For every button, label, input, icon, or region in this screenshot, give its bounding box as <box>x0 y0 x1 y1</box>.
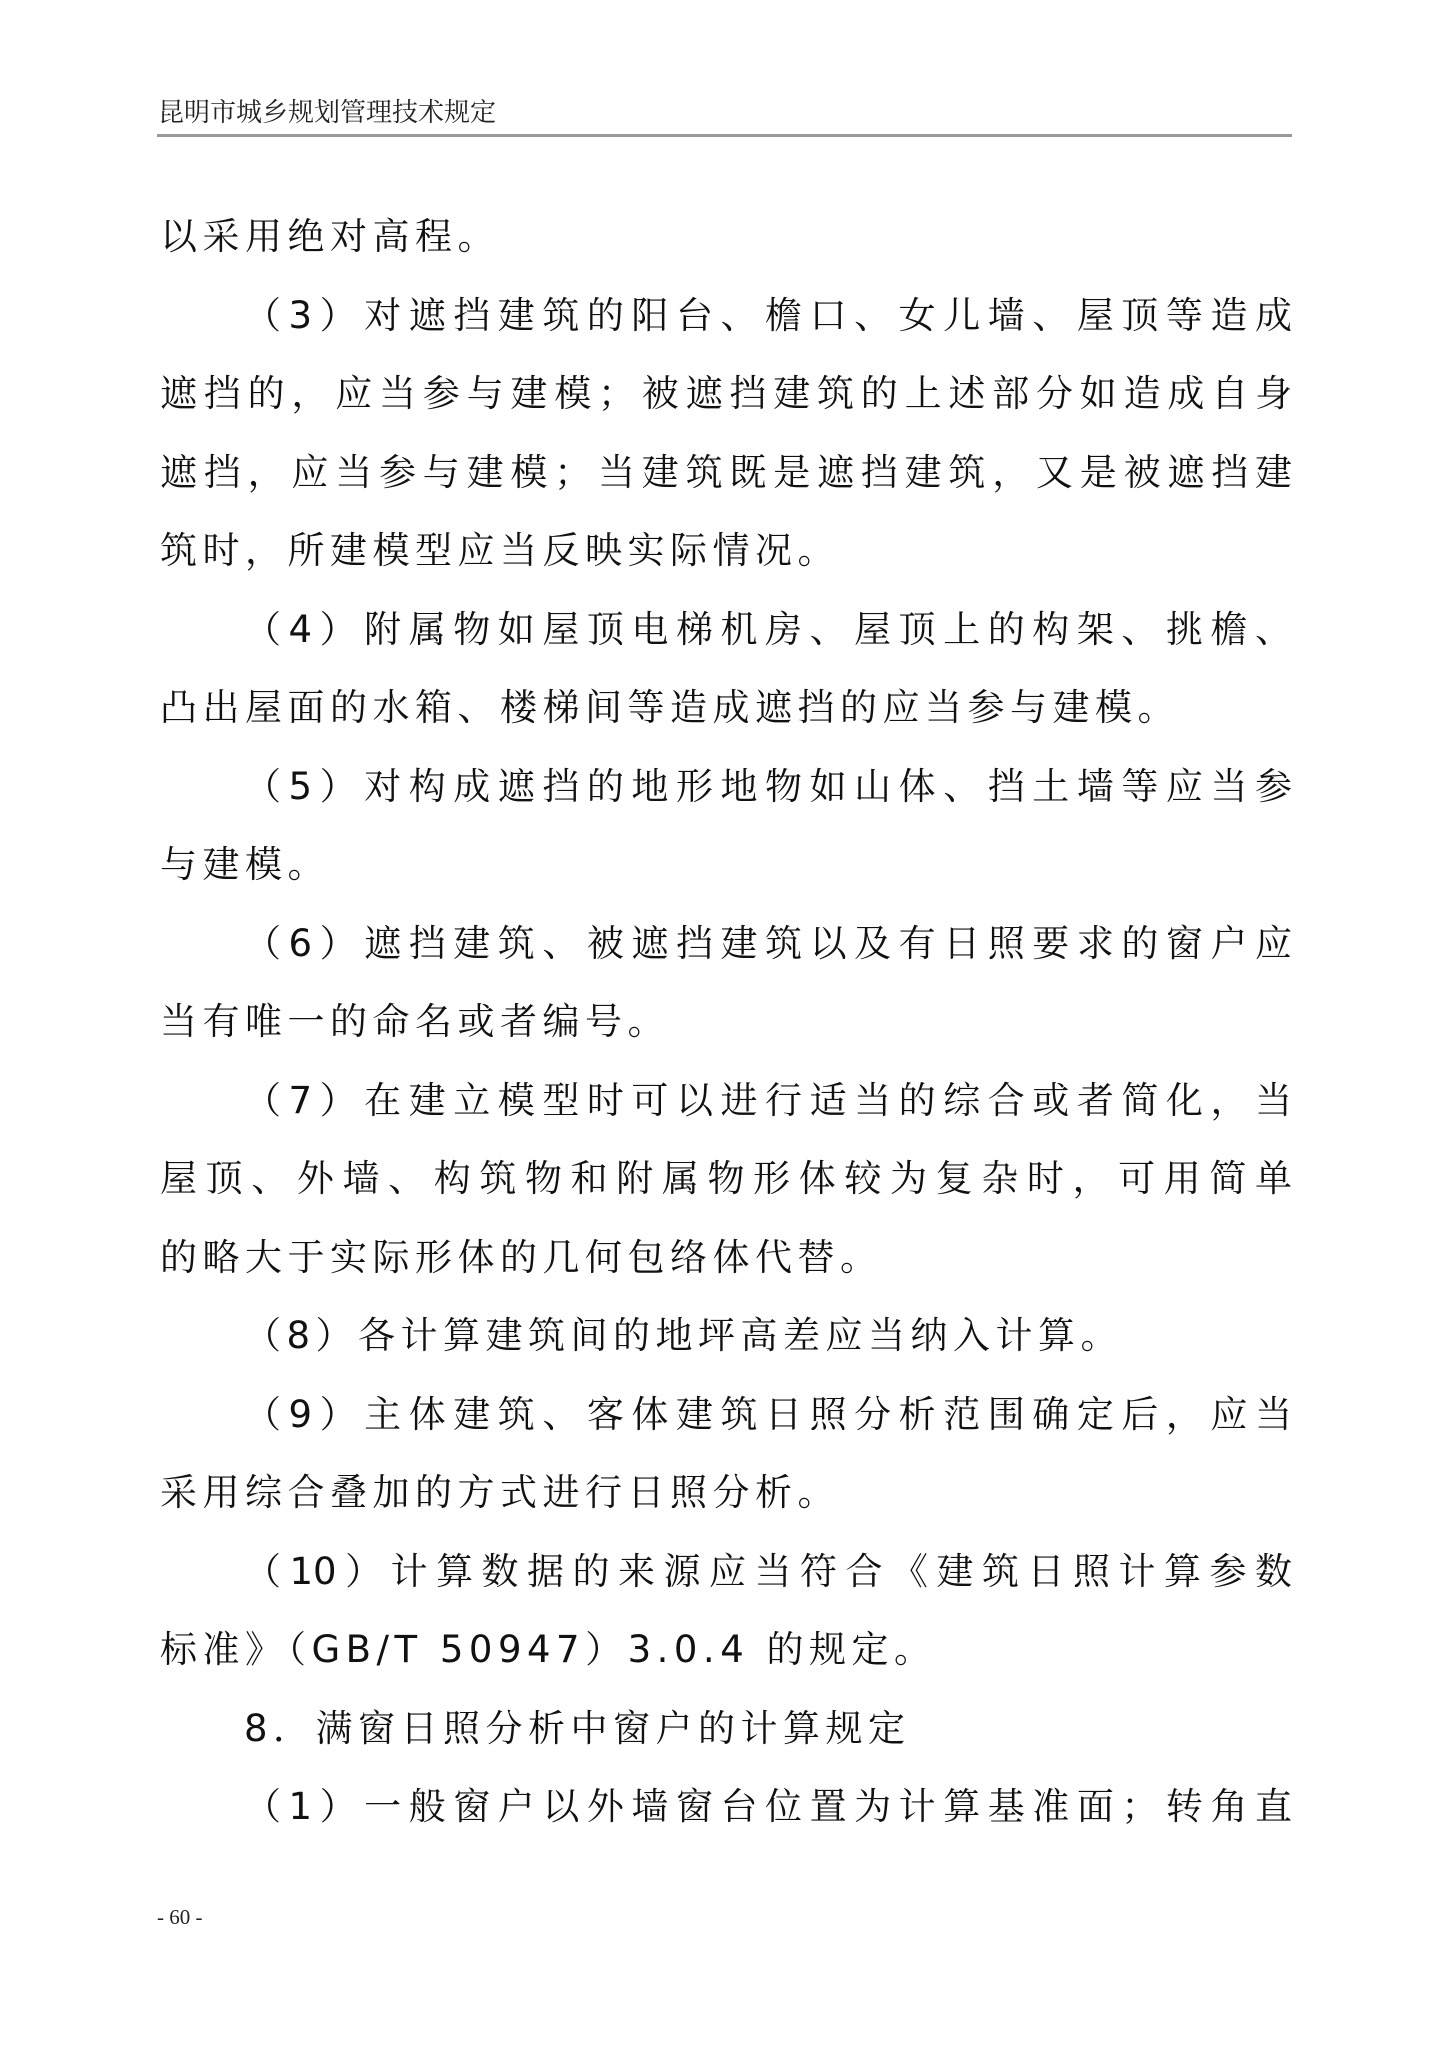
section-heading: 8．满窗日照分析中窗户的计算规定 <box>244 1706 911 1750</box>
paragraph-line: （1）一般窗户以外墙窗台位置为计算基准面；转角直 <box>244 1785 1292 1828</box>
paragraph-line: （10）计算数据的来源应当符合《建筑日照计算参数 <box>244 1549 1292 1593</box>
paragraph-line: 筑时，所建模型应当反映实际情况。 <box>160 529 840 572</box>
paragraph-line: 屋顶、外墙、构筑物和附属物形体较为复杂时，可用简单 <box>160 1157 1292 1200</box>
paragraph-line: （9）主体建筑、客体建筑日照分析范围确定后，应当 <box>244 1392 1292 1436</box>
page-number: - 60 - <box>157 1905 203 1929</box>
paragraph-line: 遮挡的，应当参与建模；被遮挡建筑的上述部分如造成自身 <box>160 372 1292 415</box>
document-body <box>160 198 1292 1847</box>
paragraph-line: （8）各计算建筑间的地坪高差应当纳入计算。 <box>244 1314 1124 1357</box>
paragraph-line: 当有唯一的命名或者编号。 <box>160 1000 670 1043</box>
paragraph-line: （7）在建立模型时可以进行适当的综合或者简化，当 <box>244 1078 1292 1122</box>
paragraph-line: 遮挡，应当参与建模；当建筑既是遮挡建筑，又是被遮挡建 <box>160 450 1292 494</box>
paragraph-line: （6）遮挡建筑、被遮挡建筑以及有日照要求的窗户应 <box>244 921 1292 965</box>
paragraph-line: 与建模。 <box>160 843 330 886</box>
paragraph-line: 的略大于实际形体的几何包络体代替。 <box>160 1235 883 1279</box>
paragraph-line: （5）对构成遮挡的地形地物如山体、挡土墙等应当参 <box>244 764 1292 808</box>
paragraph-line: 以采用绝对高程。 <box>160 215 500 258</box>
paragraph-line: （4）附属物如屋顶电梯机房、屋顶上的构架、挑檐、 <box>244 607 1292 651</box>
paragraph-line: （3）对遮挡建筑的阳台、檐口、女儿墙、屋顶等造成 <box>244 293 1292 337</box>
header-divider <box>157 134 1292 137</box>
paragraph-line: 凸出屋面的水箱、楼梯间等造成遮挡的应当参与建模。 <box>160 686 1180 729</box>
paragraph-line: 采用综合叠加的方式进行日照分析。 <box>160 1471 840 1514</box>
running-header-title: 昆明市城乡规划管理技术规定 <box>158 98 497 128</box>
paragraph-line: 标准》（GB/T 50947）3.0.4 的规定。 <box>160 1628 937 1671</box>
